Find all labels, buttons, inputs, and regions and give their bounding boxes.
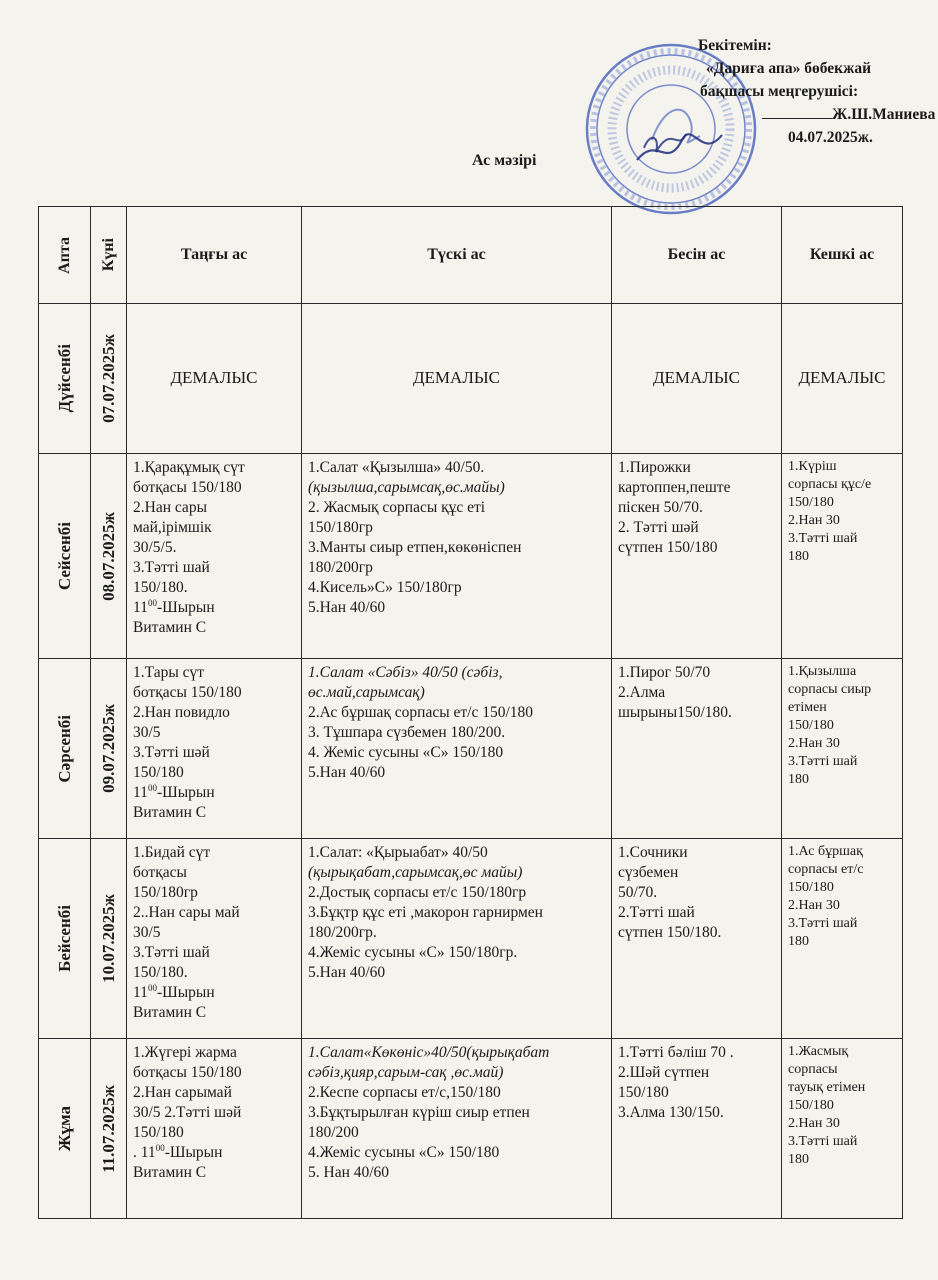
snack-cell xyxy=(612,454,782,659)
weekday-label: Дүйсенбі xyxy=(54,344,74,413)
menu-item-line: 3.Тәтті шәй xyxy=(133,744,210,761)
rest-day-label: ДЕМАЛЫС xyxy=(652,368,741,387)
breakfast-cell xyxy=(127,304,302,454)
dinner-cell xyxy=(782,304,903,454)
menu-item-line: 1.Жүгері жарма xyxy=(133,1044,237,1061)
menu-item-line: сорпасы ет/с xyxy=(788,862,864,877)
time-superscript: 00 xyxy=(147,597,157,608)
weekday-label: Жұма xyxy=(54,1105,74,1152)
menu-item-line: ботқасы xyxy=(133,864,187,881)
menu-item-line: 1.Салат «Сәбіз» 40/50 (сәбіз, xyxy=(308,664,503,681)
menu-item-line: сүзбемен xyxy=(618,864,679,881)
menu-item-line: 3.Тәтті шай xyxy=(788,916,858,931)
menu-item-line: 2.Алма xyxy=(618,684,666,701)
menu-item-line: 30/5/5. xyxy=(133,539,177,556)
menu-item-line: Витамин С xyxy=(133,804,207,821)
menu-item-line: (қызылша,сарымсақ,өс.майы) xyxy=(308,479,505,496)
snack-cell xyxy=(612,659,782,839)
menu-item-line: 180 xyxy=(788,549,809,564)
menu-item-line: 2.Нан сары xyxy=(133,499,207,516)
menu-item-line: 3. Тұшпара сүзбемен 180/200. xyxy=(308,724,506,741)
menu-item-line: $11^{00}$-Шырын xyxy=(133,982,215,1001)
menu-item-line: (қырықабат,сарымсақ,өс майы) xyxy=(308,864,523,881)
dinner-cell xyxy=(782,454,903,659)
weekday-label: Сәрсенбі xyxy=(54,714,74,783)
menu-item-line: Витамин С xyxy=(133,619,207,636)
date-label: 07.07.2025ж xyxy=(98,334,118,423)
menu-item-line: сүтпен 150/180 xyxy=(618,539,718,556)
dinner-cell xyxy=(782,1039,903,1219)
menu-item-line: шырыны150/180. xyxy=(618,704,732,721)
weekday-cell xyxy=(39,1039,91,1219)
weekday-label: Бейсенбі xyxy=(54,905,74,972)
rest-day-label: ДЕМАЛЫС xyxy=(798,368,886,387)
menu-item-line: $11^{00}$-Шырын xyxy=(133,782,215,801)
menu-item-line: 3.Бұқтр құс еті ,макорон гарнирмен xyxy=(308,904,543,921)
menu-item-line: 2.Нан повидло xyxy=(133,704,230,721)
menu-item-line: 1.Салат: «Қырыабат» 40/50 xyxy=(308,844,488,861)
menu-item-line: 2.Ас бұршақ сорпасы ет/с 150/180 xyxy=(308,704,534,721)
snack-cell xyxy=(612,1039,782,1219)
menu-item-line: 1.Қарақұмық сүт xyxy=(133,459,245,476)
lunch-cell xyxy=(302,1039,612,1219)
menu-item-line: 180/200гр. xyxy=(308,924,377,941)
weekday-cell xyxy=(39,304,91,454)
menu-item-line: 50/70. xyxy=(618,884,658,901)
menu-item-line: сорпасы xyxy=(788,1062,838,1077)
menu-row-3 xyxy=(39,839,903,1039)
menu-item-line: 180/200 xyxy=(308,1124,359,1141)
breakfast-cell xyxy=(127,1039,302,1219)
menu-table xyxy=(38,206,903,1219)
date-label: 10.07.2025ж xyxy=(98,894,118,983)
breakfast-cell xyxy=(127,454,302,659)
menu-item-line: өс.май,сарымсақ) xyxy=(308,684,425,701)
menu-item-line: 1.Салат«Көкөніс»40/50(қырықабат xyxy=(308,1044,550,1061)
menu-item-line: 2.Тәтті шай xyxy=(618,904,695,921)
menu-item-line: 150/180. xyxy=(133,964,188,981)
menu-item-line: 2.Нан сарымай xyxy=(133,1084,232,1101)
menu-item-line: 5. Нан 40/60 xyxy=(308,1164,390,1181)
menu-row-4 xyxy=(39,1039,903,1219)
signature-line xyxy=(762,118,832,119)
date-cell xyxy=(91,1039,127,1219)
menu-item-line: 3.Алма 130/150. xyxy=(618,1104,724,1121)
menu-item-line: 1.Сочники xyxy=(618,844,688,861)
menu-item-line: 1.Қызылша xyxy=(788,664,857,679)
date-cell xyxy=(91,659,127,839)
menu-item-line: 150/180 xyxy=(788,880,834,895)
header-snack: Бесін ас xyxy=(612,207,782,304)
menu-item-line: 1.Бидай сүт xyxy=(133,844,211,861)
date-label: 08.07.2025ж xyxy=(98,511,118,601)
menu-item-line: 150/180 xyxy=(133,764,184,781)
menu-item-line: 30/5 2.Тәтті шәй xyxy=(133,1104,242,1121)
breakfast-cell xyxy=(127,659,302,839)
time-superscript: 00 xyxy=(147,982,157,993)
menu-item-line: тауық етімен xyxy=(788,1080,866,1095)
approval-block xyxy=(688,34,936,149)
document-title: Ас мәзірі xyxy=(472,152,537,169)
approval-heading: Бекітемін: xyxy=(698,37,772,54)
header-lunch: Түскі ас xyxy=(302,207,612,304)
menu-item-line: 5.Нан 40/60 xyxy=(308,964,386,981)
menu-item-line: 1.Салат «Қызылша» 40/50. xyxy=(308,459,485,476)
menu-item-line: 1.Күріш xyxy=(788,459,837,474)
header-breakfast: Таңғы ас xyxy=(127,207,302,304)
menu-item-line: етімен xyxy=(788,700,827,715)
menu-item-line: 180 xyxy=(788,772,809,787)
menu-item-line: 2. Жасмық сорпасы құс еті xyxy=(308,499,486,516)
menu-row-1 xyxy=(39,454,903,659)
menu-item-line: 2.Нан 30 xyxy=(788,736,840,751)
header-dinner: Кешкі ас xyxy=(782,207,903,304)
date-cell xyxy=(91,304,127,454)
menu-item-line: 3.Манты сиыр етпен,көкөніспен xyxy=(308,539,522,556)
lunch-cell xyxy=(302,454,612,659)
menu-item-line: 3.Тәтті шай xyxy=(133,944,210,961)
menu-item-line: 150/180 xyxy=(133,1124,184,1141)
menu-item-line: 2.Нан 30 xyxy=(788,1116,840,1131)
menu-item-line: сүтпен 150/180. xyxy=(618,924,722,941)
menu-item-line: 150/180. xyxy=(133,579,188,596)
time-superscript: 00 xyxy=(155,1142,165,1153)
menu-item-line: 30/5 xyxy=(133,924,161,941)
menu-row-2 xyxy=(39,659,903,839)
menu-item-line: 1.Жасмық xyxy=(788,1044,849,1059)
menu-item-line: . $11^{00}$-Шырын xyxy=(133,1142,223,1161)
weekday-cell xyxy=(39,454,91,659)
menu-item-line: 4.Кисель»С» 150/180гр xyxy=(308,579,462,596)
menu-row-0 xyxy=(39,304,903,454)
menu-item-line: 180 xyxy=(788,1152,809,1167)
menu-item-line: 150/180 xyxy=(788,495,834,510)
lunch-cell xyxy=(302,304,612,454)
menu-item-line: Витамин С xyxy=(133,1164,207,1181)
date-cell xyxy=(91,454,127,659)
menu-item-line: 1.Пирог 50/70 xyxy=(618,664,711,681)
menu-item-line: картоппен,пеште xyxy=(618,479,731,496)
menu-item-line: 3.Тәтті шай xyxy=(133,559,210,576)
menu-item-line: ботқасы 150/180 xyxy=(133,1064,242,1081)
menu-item-line: 2. Тәтті шәй xyxy=(618,519,699,536)
menu-item-line: 150/180 xyxy=(788,718,834,733)
approval-institution: «Дариға апа» бөбекжай xyxy=(706,60,872,77)
menu-item-line: 3.Тәтті шай xyxy=(788,1134,858,1149)
lunch-cell xyxy=(302,839,612,1039)
menu-item-line: ботқасы 150/180 xyxy=(133,479,242,496)
menu-item-line: $11^{00}$-Шырын xyxy=(133,597,215,616)
menu-item-line: 150/180 xyxy=(788,1098,834,1113)
menu-item-line: 4.Жеміс сусыны «С» 150/180 xyxy=(308,1144,500,1161)
weekday-label: Сейсенбі xyxy=(54,521,74,591)
menu-item-line: піскен 50/70. xyxy=(618,499,703,516)
date-label: 11.07.2025ж xyxy=(98,1084,118,1173)
rest-day-label: ДЕМАЛЫС xyxy=(170,368,258,387)
menu-item-line: сорпасы сиыр xyxy=(788,682,872,697)
weekday-cell xyxy=(39,839,91,1039)
menu-item-line: 1.Ас бұршақ xyxy=(788,844,863,859)
lunch-cell xyxy=(302,659,612,839)
menu-item-line: сәбіз,қияр,сарым-сақ ,өс.май) xyxy=(308,1064,504,1081)
rest-day-label: ДЕМАЛЫС xyxy=(412,368,501,387)
menu-item-line: 180 xyxy=(788,934,809,949)
date-label: 09.07.2025ж xyxy=(98,704,118,793)
menu-item-line: 1.Тәтті бәліш 70 . xyxy=(618,1044,734,1061)
menu-item-line: 30/5 xyxy=(133,724,161,741)
menu-item-line: 2.Кеспе сорпасы ет/с,150/180 xyxy=(308,1084,501,1101)
menu-item-line: 150/180гр xyxy=(133,884,198,901)
header-date: Күні xyxy=(91,207,127,304)
menu-item-line: 1.Пирожки xyxy=(618,459,691,476)
approval-position: бақшасы меңгерушісі: xyxy=(700,83,859,100)
weekday-cell xyxy=(39,659,91,839)
approval-date: 04.07.2025ж. xyxy=(788,129,873,146)
menu-item-line: 2.Шәй сүтпен xyxy=(618,1064,710,1081)
header-row xyxy=(39,207,903,304)
menu-item-line: 2..Нан сары май xyxy=(133,904,240,921)
menu-item-line: 4. Жеміс сусыны «С» 150/180 xyxy=(308,744,504,761)
header-week: Апта xyxy=(39,207,91,304)
menu-item-line: сорпасы құс/е xyxy=(788,477,872,492)
dinner-cell xyxy=(782,659,903,839)
menu-item-line: 2.Нан 30 xyxy=(788,898,840,913)
menu-item-line: 2.Достық сорпасы ет/с 150/180гр xyxy=(308,884,527,901)
menu-item-line: 1.Тары сүт xyxy=(133,664,205,681)
menu-item-line: 3.Тәтті шай xyxy=(788,754,858,769)
menu-item-line: ботқасы 150/180 xyxy=(133,684,242,701)
snack-cell xyxy=(612,839,782,1039)
menu-item-line: 3.Тәтті шай xyxy=(788,531,858,546)
approval-signer: Ж.Ш.Маниева xyxy=(832,106,936,123)
menu-item-line: 4.Жеміс сусыны «С» 150/180гр. xyxy=(308,944,518,961)
snack-cell xyxy=(612,304,782,454)
dinner-cell xyxy=(782,839,903,1039)
menu-item-line: 180/200гр xyxy=(308,559,373,576)
menu-item-line: 150/180 xyxy=(618,1084,669,1101)
menu-item-line: 2.Нан 30 xyxy=(788,513,840,528)
time-superscript: 00 xyxy=(147,782,157,793)
menu-item-line: май,ірімшік xyxy=(133,519,212,536)
menu-item-line: 5.Нан 40/60 xyxy=(308,599,386,616)
menu-item-line: 150/180гр xyxy=(308,519,373,536)
menu-item-line: 5.Нан 40/60 xyxy=(308,764,386,781)
menu-item-line: Витамин С xyxy=(133,1004,207,1021)
breakfast-cell xyxy=(127,839,302,1039)
date-cell xyxy=(91,839,127,1039)
menu-item-line: 3.Бұқтырылған күріш сиыр етпен xyxy=(308,1104,530,1121)
